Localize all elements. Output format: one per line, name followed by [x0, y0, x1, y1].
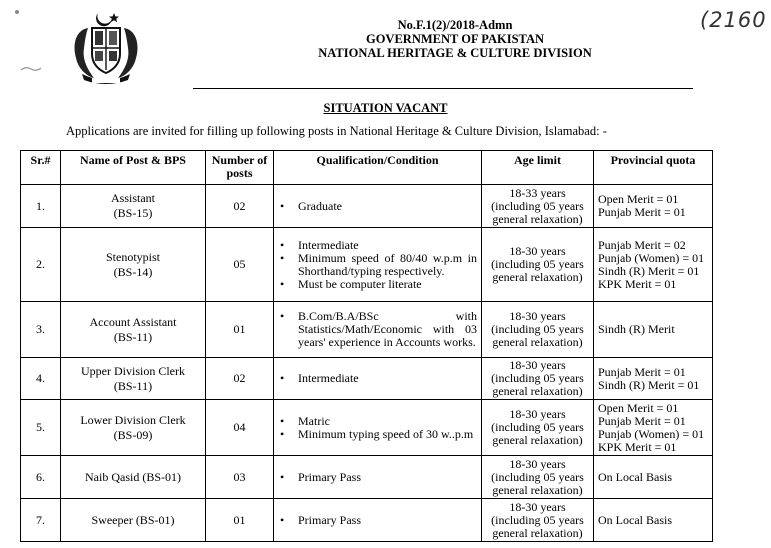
row-post: Upper Division Clerk (BS-11): [61, 358, 206, 400]
row-qualification: • Primary Pass: [274, 456, 482, 499]
row-sr: 4.: [21, 358, 61, 400]
government-emblem-icon: [68, 10, 144, 86]
row-sr: 7.: [21, 499, 61, 542]
row-age: 18-30 years (including 05 years general relaxation): [482, 302, 594, 358]
row-qualification: • Intermediate: [274, 358, 482, 400]
row-quota: Punjab Merit = 01 Sindh (R) Merit = 01: [594, 358, 713, 400]
row-qualification: • Intermediate • Minimum speed of 80/40 w.p.m in Shorthand/typing respectively. • Must be computer literate: [274, 228, 482, 302]
table-row: [21, 185, 713, 228]
row-count: 03: [206, 456, 274, 499]
row-age: 18-30 years (including 05 years general relaxation): [482, 358, 594, 400]
row-age: 18-33 years (including 05 years general relaxation): [482, 185, 594, 228]
row-quota: Open Merit = 01 Punjab Merit = 01: [594, 185, 713, 228]
row-post: Account Assistant (BS-11): [61, 302, 206, 358]
row-post: Stenotypist (BS-14): [61, 228, 206, 302]
row-qualification: • Graduate: [274, 185, 482, 228]
header-divider: [193, 88, 693, 89]
row-post: Lower Division Clerk (BS-09): [61, 400, 206, 456]
row-sr: 3.: [21, 302, 61, 358]
header-post: Name of Post & BPS: [61, 151, 206, 185]
row-quota: On Local Basis: [594, 499, 713, 542]
row-post: Naib Qasid (BS-01): [61, 456, 206, 499]
table-row: [21, 302, 713, 358]
intro-text: Applications are invited for filling up following posts in National Heritage & Culture Division, Islamabad: -: [66, 124, 607, 138]
row-count: 04: [206, 400, 274, 456]
table-row: [21, 456, 713, 499]
row-sr: 5.: [21, 400, 61, 456]
row-post: Assistant (BS-15): [61, 185, 206, 228]
row-age: 18-30 years (including 05 years general relaxation): [482, 456, 594, 499]
row-quota: Open Merit = 01 Punjab Merit = 01 Punjab (Women) = 01 KPK Merit = 01: [594, 400, 713, 456]
table-row: [21, 228, 713, 302]
row-sr: 2.: [21, 228, 61, 302]
header-quota: Provincial quota: [594, 151, 713, 185]
page-title: SITUATION VACANT: [323, 101, 448, 115]
scan-speck-mark: [20, 62, 42, 74]
header-age: Age limit: [482, 151, 594, 185]
row-count: 01: [206, 499, 274, 542]
header-number: Number of posts: [206, 151, 274, 185]
row-qualification: • B.Com/B.A/BSc with Statistics/Math/Economic with 03 years' experience in Accounts works.: [274, 302, 482, 358]
table-row: [21, 358, 713, 400]
row-quota: Sindh (R) Merit: [594, 302, 713, 358]
row-age: 18-30 years (including 05 years general relaxation): [482, 400, 594, 456]
letterhead: [290, 18, 620, 60]
row-count: 05: [206, 228, 274, 302]
row-sr: 6.: [21, 456, 61, 499]
row-qualification: • Primary Pass: [274, 499, 482, 542]
table-row: [21, 400, 713, 456]
row-count: 02: [206, 185, 274, 228]
row-quota: On Local Basis: [594, 456, 713, 499]
handwritten-note: (2160: [700, 8, 767, 32]
row-count: 02: [206, 358, 274, 400]
header-qualification: Qualification/Condition: [274, 151, 482, 185]
table-header-row: [21, 151, 713, 185]
row-age: 18-30 years (including 05 years general relaxation): [482, 228, 594, 302]
row-post: Sweeper (BS-01): [61, 499, 206, 542]
government-name: GOVERNMENT OF PAKISTAN: [365, 32, 545, 46]
row-sr: 1.: [21, 185, 61, 228]
division-name: NATIONAL HERITAGE & CULTURE DIVISION: [318, 46, 592, 60]
header-sr: Sr.#: [21, 151, 61, 185]
scan-speck: [15, 10, 19, 14]
row-age: 18-30 years (including 05 years general relaxation): [482, 499, 594, 542]
row-qualification: • Matric • Minimum typing speed of 30 w..p.m: [274, 400, 482, 456]
row-quota: Punjab Merit = 02 Punjab (Women) = 01 Sindh (R) Merit = 01 KPK Merit = 01: [594, 228, 713, 302]
vacancy-table: [20, 150, 713, 542]
row-count: 01: [206, 302, 274, 358]
file-number: No.F.1(2)/2018-Admn: [397, 18, 513, 32]
table-row: [21, 499, 713, 542]
